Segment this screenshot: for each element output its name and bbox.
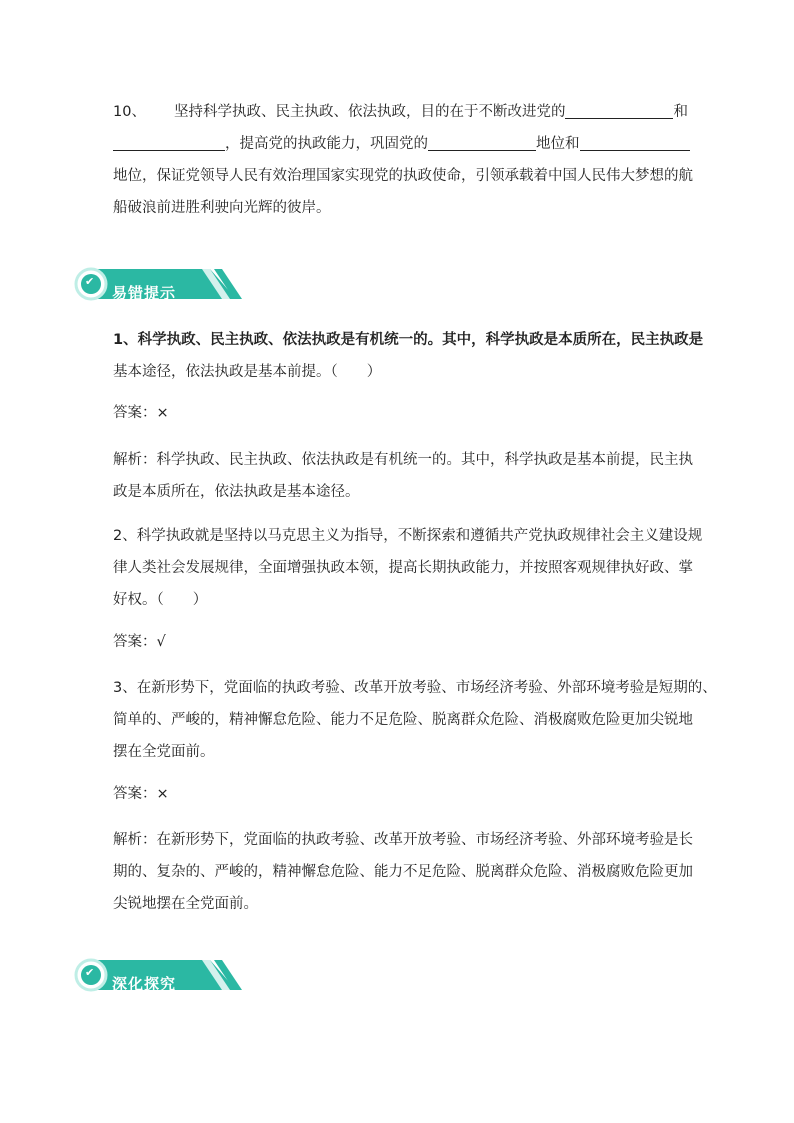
item-3-answer: 答案：×	[113, 786, 169, 802]
question-10-line-2: ，提高党的执政能力，巩固党的 地位和	[113, 131, 683, 157]
answer-blank	[580, 134, 690, 151]
section-header-explore	[74, 958, 244, 994]
item-1: 1、科学执政、民主执政、依法执政是有机统一的。其中，科学执政是本质所在，民主执政是 基本途径，依法执政是基本前提。（ ）	[113, 332, 704, 380]
item-1-analysis: 解析：科学执政、民主执政、依法执政是有机统一的。其中，科学执政是基本前提，民主执 政是本质所在，依法执政是基本途径。	[113, 452, 693, 500]
section-title: 深化探究	[112, 975, 177, 993]
check-circle-icon: ✔	[85, 966, 95, 979]
item-3-analysis: 解析：在新形势下，党面临的执政考验、改革开放考验、市场经济考验、外部环境考验是长 期的、复杂的、严峻的，精神懈怠危险、能力不足危险、脱离群众危险、消极腐败危险更加 尖锐地摆在全党面前。	[113, 832, 693, 912]
item-2-answer: 答案：√	[113, 634, 166, 650]
question-10-line-3: 地位，保证党领导人民有效治理国家实现党的执政使命，引领承载着中国人民伟大梦想的航	[113, 168, 693, 184]
answer-blank	[113, 134, 225, 151]
question-10-line-4: 船破浪前进胜利驶向光辉的彼岸。	[113, 200, 331, 216]
answer-blank	[565, 102, 673, 119]
item-1-answer: 答案：×	[113, 405, 169, 421]
question-10	[113, 99, 693, 221]
item-3: 3、在新形势下，党面临的执政考验、改革开放考验、市场经济考验、外部环境考验是短期的、 简单的、严峻的，精神懈怠危险、能力不足危险、脱离群众危险、消极腐败危险更加尖锐地 摆在全党面前。	[113, 680, 717, 760]
check-circle-icon: ✔	[85, 275, 95, 288]
question-10-line-1: 10、 坚持科学执政、民主执政、依法执政，目的在于不断改进党的 和	[113, 104, 688, 120]
question-number: 10、	[113, 104, 146, 120]
section-header-errors	[74, 267, 244, 303]
section-title: 易错提示	[112, 284, 177, 302]
answer-blank	[428, 134, 536, 151]
item-2: 2、科学执政就是坚持以马克思主义为指导，不断探索和遵循共产党执政规律社会主义建设规 律人类社会发展规律，全面增强执政本领，提高长期执政能力，并按照客观规律执好政、掌 好权。（ ）	[113, 528, 703, 608]
